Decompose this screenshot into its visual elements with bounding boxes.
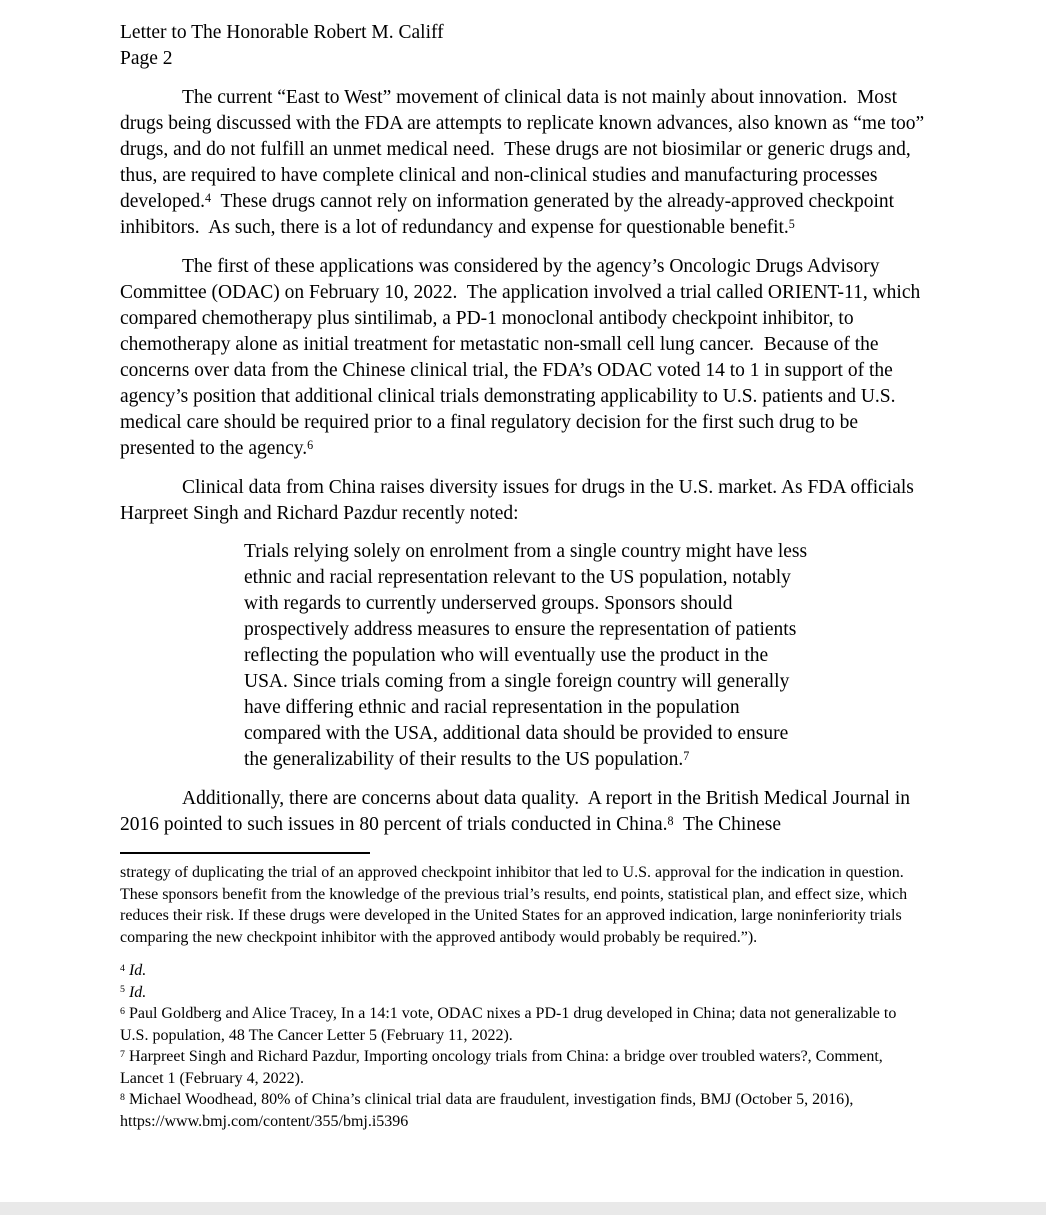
text-run: Michael Woodhead, 80% of China’s clinical trial data are fraudulent, investigation finds, BMJ (October 5, 2016), https://www.bmj.com/content/355/bmj.i5396 — [120, 1091, 858, 1130]
footnote-separator — [120, 852, 370, 854]
text-run: Harpreet Singh and Richard Pazdur, Importing oncology trials from China: a bridge over troubled waters?, Comment, Lancet 1 (February 4, 2022). — [120, 1048, 887, 1087]
footnote-list — [120, 960, 926, 1132]
text-run: Id. — [128, 962, 147, 979]
text-run: The first of these applications was considered by the agency’s Oncologic Drugs Advisory Committee (ODAC) on February 10, 2022. The application involved a trial called ORIENT-11, which compared chemotherapy plus sintilimab, a PD-1 monoclonal antibody checkpoint inhibitor, to chemotherapy alone as initial treatment for metastatic non-small cell lung cancer. Because of the concerns over data from the Chinese clinical trial, the FDA’s ODAC voted 14 to 1 in support of the agency’s position that additional clinical trials demonstrating applicability to U.S. patients and U.S. medical care should be required prior to a final regulatory decision for the first such drug to be presented to the agency. — [120, 256, 926, 459]
text-run: strategy of duplicating the trial of an approved checkpoint inhibitor that led to U.S. approval for the indication in question. These sponsors benefit from the knowledge of the previous trial’s results, end points, statistical plan, and effect size, which reduces their risk. If these drugs were developed in the United States for an approved indication, large noninferiority trials comparing the new checkpoint inhibitor with the approved antibody would probably be required.”). — [120, 864, 912, 946]
page-footer-strip — [0, 1202, 1046, 1215]
footnote-marker: 6 — [120, 1005, 125, 1017]
text-run: Paul Goldberg and Alice Tracey, In a 14:1 vote, ODAC nixes a PD-1 drug developed in China; data not generalizable to U.S. population, 48 The Cancer Letter 5 (February 11, 2022). — [120, 1005, 901, 1044]
text-run: Additionally, there are concerns about data quality. A report in the British Medical Journal in 2016 pointed to such issues in 80 percent of trials conducted in China. — [120, 788, 915, 835]
footnote-marker: 8 — [120, 1091, 125, 1103]
footnote-ref: 8 — [667, 813, 674, 828]
text-run: Trials relying solely on enrolment from a single country might have less ethnic and racial representation relevant to the US population, notably with regards to currently underserved groups. Sponsors should prospectively address measures to ensure the representation of patients reflecting the population who will eventually use the product in the USA. Since trials coming from a single foreign country will generally have differing ethnic and racial representation in the population compared with the USA, additional data should be provided to ensure the generalizability of their results to the US population. — [244, 541, 812, 770]
footnote-ref: 4 — [205, 190, 212, 205]
footnote-item — [120, 982, 926, 1004]
footnote-ref: 7 — [683, 748, 690, 763]
letter-body — [120, 85, 930, 838]
footnote-continuation — [120, 862, 926, 948]
footnote-marker: 5 — [120, 984, 125, 996]
footnote-ref: 6 — [307, 437, 314, 452]
footnote-item — [120, 960, 926, 982]
footnote-item — [120, 1046, 926, 1089]
blockquote — [244, 539, 810, 773]
text-run: The current “East to West” movement of clinical data is not mainly about innovation. Most drugs being discussed with the FDA are attempts to replicate known advances, also known as “me too” drugs, and do not fulfill an unmet medical need. These drugs are not biosimilar or generic drugs and, thus, are required to have complete clinical and non-clinical studies and manufacturing processes developed. — [120, 87, 930, 212]
page-content — [120, 20, 930, 1132]
footnote-section — [120, 852, 926, 1132]
paragraph — [120, 475, 926, 527]
footnote-item — [120, 1003, 926, 1046]
paragraph — [120, 85, 930, 241]
page-header — [120, 20, 926, 72]
header-recipient-line: Letter to The Honorable Robert M. Califf — [120, 22, 444, 43]
text-run: Id. — [128, 983, 147, 1001]
text-run: These drugs cannot rely on information generated by the already-approved checkpoint inhibitors. As such, there is a lot of redundancy and expense for questionable benefit. — [120, 191, 899, 238]
text-run: The Chinese — [673, 814, 781, 835]
paragraph — [120, 786, 926, 838]
text-run: Clinical data from China raises diversity issues for drugs in the U.S. market. As FDA officials Harpreet Singh and Richard Pazdur recently noted: — [120, 477, 919, 524]
footnote-marker: 4 — [120, 962, 125, 974]
footnote-ref: 5 — [788, 216, 795, 231]
header-page-number: Page 2 — [120, 48, 173, 69]
footnote-item — [120, 1089, 926, 1132]
paragraph — [120, 254, 926, 462]
footnote-marker: 7 — [120, 1048, 125, 1060]
